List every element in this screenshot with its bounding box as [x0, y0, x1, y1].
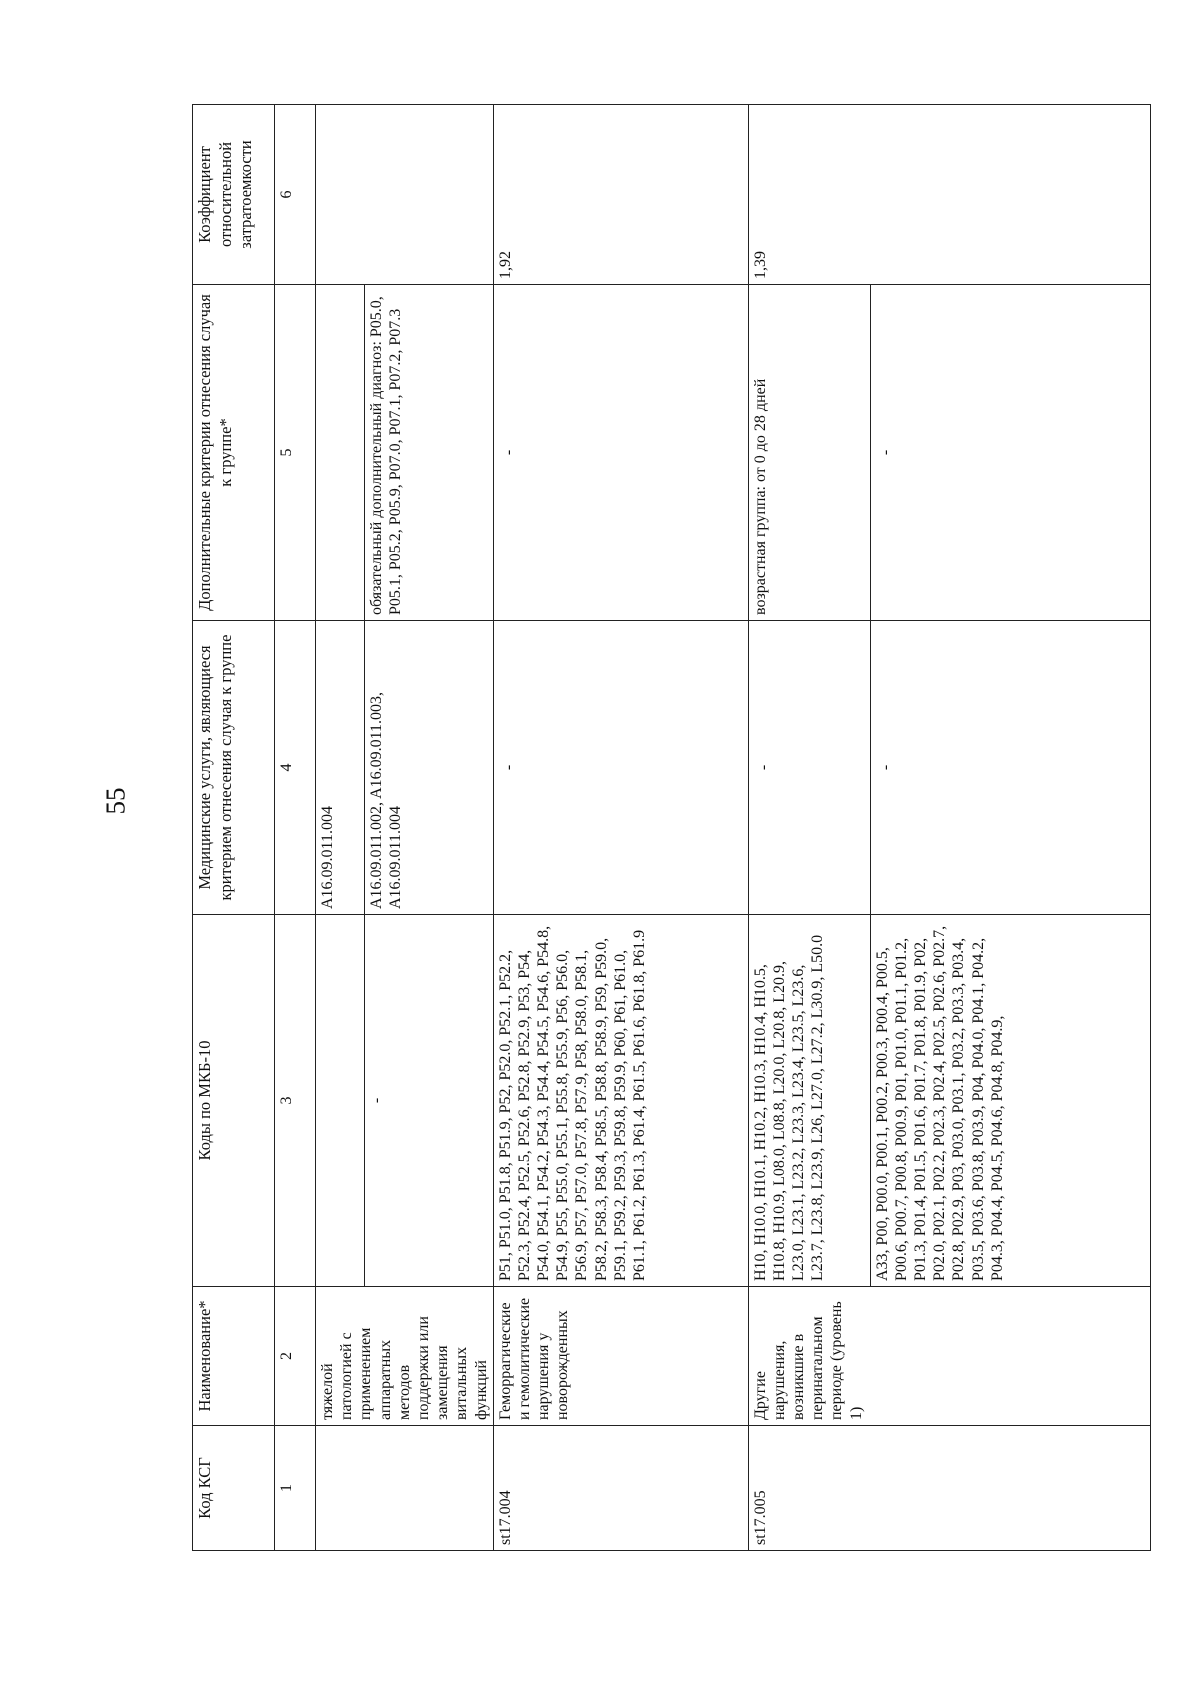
services-cell: [493, 621, 748, 915]
services-cell: A16.09.011.004: [316, 621, 365, 915]
icd-codes-cell: A33, P00, P00.0, P00.1, P00.2, P00.3, P00.4, P00.5, P00.6, P00.7, P00.8, P00.9, P01, P01.0, P01.1, P01.2, P01.3, P01.4, P01.5, P01.6, P01.7, P01.8, P01.9, P02, P02.0, P02.1, P02.2, P02.3, P02.4, P02.5, P02.6, P02.7, P02.8, P02.9, P03, P03.0, P03.1, P03.2, P03.3, P03.4, P03.5, P03.6, P03.8, P03.9, P04, P04.0, P04.1, P04.2, P04.3, P04.4, P04.5, P04.6, P04.8, P04.9,: [870, 915, 1150, 1287]
services-cell: [870, 621, 1150, 915]
services-cell: [748, 621, 870, 915]
column-number: 1: [275, 1426, 316, 1551]
page-number: 55: [100, 787, 131, 815]
header-additional-criteria: Дополнительные критерии отнесения случая к группе*: [193, 285, 275, 621]
criteria-cell: возрастная группа: от 0 до 28 дней: [748, 285, 870, 621]
ksg-code-cell: st17.004: [493, 1426, 748, 1551]
dash-text: -: [754, 764, 772, 771]
column-number-row: [275, 105, 316, 1551]
criteria-cell: [316, 285, 365, 621]
dash-text: -: [499, 764, 517, 771]
table-header-row: [193, 105, 275, 1551]
criteria-cell: [870, 285, 1150, 621]
header-medical-services: Медицинские услуги, являющиеся критерием отнесения случая к группе: [193, 621, 275, 915]
header-ksg-code: Код КСГ: [193, 1426, 275, 1551]
ksg-code-cell: [316, 1426, 494, 1551]
dash-text: -: [499, 449, 517, 456]
column-number: 3: [275, 915, 316, 1287]
column-number: 5: [275, 285, 316, 621]
ksg-name-cell: тяжелой патологией с применением аппаратных методов поддержки или замещения витальных функций: [316, 1287, 494, 1426]
header-icd-codes: Коды по МКБ-10: [193, 915, 275, 1287]
criteria-cell: [493, 285, 748, 621]
ksg-table-rotated: [192, 105, 1100, 1551]
ksg-table: [192, 104, 1151, 1551]
column-number: 2: [275, 1287, 316, 1426]
coefficient-cell: 1,92: [493, 105, 748, 285]
ksg-name-cell: Другие нарушения, возникшие в перинатальном периоде (уровень 1): [748, 1287, 1150, 1426]
column-number: 6: [275, 105, 316, 285]
ksg-name-cell: Геморрагические и гемолитические нарушения у новорожденных: [493, 1287, 748, 1426]
dash-text: -: [876, 764, 894, 771]
criteria-cell: обязательный дополнительный диагноз: P05.0, P05.1, P05.2, P05.9, P07.0, P07.1, P07.2, P07.3: [364, 285, 493, 621]
ksg-code-cell: st17.005: [748, 1426, 1150, 1551]
services-cell: A16.09.011.002, A16.09.011.003, A16.09.011.004: [364, 621, 493, 915]
table-row: [748, 105, 870, 1551]
icd-codes-cell: -: [364, 915, 493, 1287]
icd-codes-cell: P51, P51.0, P51.8, P51.9, P52, P52.0, P52.1, P52.2, P52.3, P52.4, P52.5, P52.6, P52.8, P52.9, P53, P54, P54.0, P54.1, P54.2, P54.3, P54.4, P54.5, P54.6, P54.8, P54.9, P55, P55.0, P55.1, P55.8, P55.9, P56, P56.0, P56.9, P57, P57.0, P57.8, P57.9, P58, P58.0, P58.1, P58.2, P58.3, P58.4, P58.5, P58.8, P58.9, P59, P59.0, P59.1, P59.2, P59.3, P59.8, P59.9, P60, P61, P61.0, P61.1, P61.2, P61.3, P61.4, P61.5, P61.6, P61.8, P61.9: [493, 915, 748, 1287]
icd-codes-cell: [316, 915, 365, 1287]
header-name: Наименование*: [193, 1287, 275, 1426]
header-coefficient: Коэффициент относительной затратоемкости: [193, 105, 275, 285]
icd-codes-cell: H10, H10.0, H10.1, H10.2, H10.3, H10.4, H10.5, H10.8, H10.9, L08.0, L08.8, L20.0, L20.8, L20.9, L23.0, L23.1, L23.2, L23.3, L23.4, L23.5, L23.6, L23.7, L23.8, L23.9, L26, L27.0, L27.2, L30.9, L50.0: [748, 915, 870, 1287]
coefficient-cell: [316, 105, 494, 285]
column-number: 4: [275, 621, 316, 915]
table-row: [493, 105, 748, 1551]
dash-text: -: [876, 449, 894, 456]
table-row: [316, 105, 365, 1551]
coefficient-cell: 1,39: [748, 105, 1150, 285]
